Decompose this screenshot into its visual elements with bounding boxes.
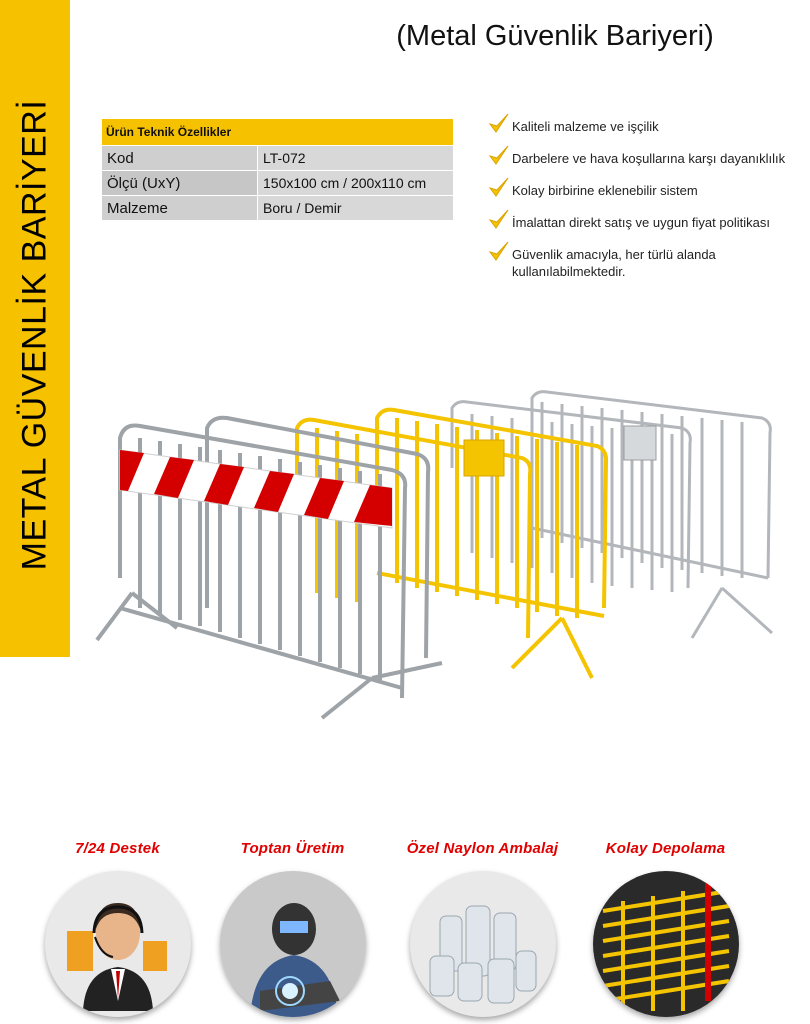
spec-value: 150x100 cm / 200x110 cm [258,171,454,196]
service-support [30,840,205,1017]
spec-row-material [102,196,454,221]
spec-table-header [102,119,454,146]
list-item [486,214,806,231]
list-item [486,246,762,280]
sidebar-title: METAL GÜVENLİK BARİYERİ [15,99,54,571]
service-title: 7/24 Destek [75,840,160,857]
spec-table [101,118,454,221]
spec-label: Ölçü (UxY) [102,171,258,196]
page-title: (Metal Güvenlik Bariyeri) [396,20,714,52]
service-circle [410,871,556,1017]
stacked-barriers-icon [593,871,739,1017]
spec-value: Boru / Demir [258,196,454,221]
check-icon [488,112,510,136]
list-item [486,150,806,167]
spec-label: Kod [102,146,258,171]
service-circle [45,871,191,1017]
yellow-barrier-plate [464,440,504,476]
feature-list [486,118,806,295]
sidebar-banner [0,0,70,657]
service-packaging [395,840,570,1017]
service-wholesale [205,840,380,1017]
feature-text: Kolay birbirine eklenebilir sistem [512,183,698,198]
welder-icon [220,871,366,1017]
check-icon [488,208,510,232]
service-title: Toptan Üretim [240,840,345,857]
nylon-wrap-icon [410,871,556,1017]
check-icon [488,144,510,168]
spec-value: LT-072 [258,146,454,171]
list-item [486,118,806,135]
spec-row-size [102,171,454,196]
service-title: Kolay Depolama [605,840,726,857]
barrier-product-image [92,378,792,738]
spec-table-heading: Ürün Teknik Özellikler [102,119,454,146]
spec-label: Malzeme [102,196,258,221]
support-agent-icon [45,871,191,1017]
feature-text: İmalattan direkt satış ve uygun fiyat politikası [512,215,770,230]
service-storage [578,840,753,1017]
spec-row-code [102,146,454,171]
check-icon [488,176,510,200]
service-circle [593,871,739,1017]
check-icon [488,240,510,264]
feature-text: Güvenlik amacıyla, her türlü alanda kullanılabilmektedir. [512,247,716,279]
silver-barrier-plate [624,426,656,460]
service-circle [220,871,366,1017]
service-title: Özel Naylon Ambalaj [406,840,559,857]
feature-text: Darbelere ve hava koşullarına karşı dayanıklılık [512,151,786,166]
list-item [486,182,806,199]
feature-text: Kaliteli malzeme ve işçilik [512,119,659,134]
